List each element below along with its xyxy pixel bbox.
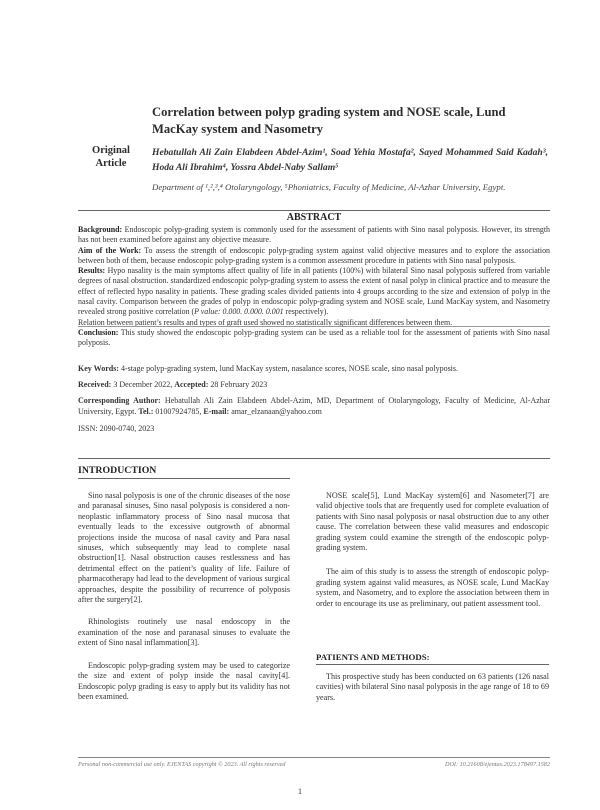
keywords: Key Words: 4-stage polyp-grading system, lund MacKay system, nasalance scores, NOSE scale, sino nasal polyposis. xyxy=(78,364,459,373)
divider xyxy=(78,210,550,211)
footer xyxy=(78,757,550,768)
abstract-conclusion: Conclusion: This study showed the endoscopic polyp-grading system can be used as a reliable tool for the assessment of patients with Sino nasal polyposis. xyxy=(78,327,550,348)
divider xyxy=(78,478,290,479)
issn: ISSN: 2090-0740, 2023 xyxy=(78,424,155,433)
left-column xyxy=(78,491,290,702)
divider xyxy=(316,664,549,665)
abstract-results: Results: Hypo nasality is the main symptoms affect quality of life in all patients (100%) with bilateral Sino nasal polyposis suffered from variable degrees of nasal obstruction. standardized endoscopic polyp-grading system to assess the extent of nasal polyp in clinical practice and to measure the effect of reflected hypo nasality in patients. These grading scales divided patients into 4 groups according to the size and extension of polyp in the nasal cavity. Comparison between the grades of polyp in endoscopic polyp-grading system and NOSE scale, Lund MacKay system, and Nasometry revealed strong positive correlation (P value: 0.000. 0.000. 0.001 respectively). xyxy=(78,266,550,317)
paragraph: Rhinologists routinely use nasal endoscopy in the examination of the nose and paranasal sinuses to evaluate the extent of Sino nasal inflammation[3]. xyxy=(78,617,290,648)
abstract-relation: Relation between patient’s results and types of graft used showed no statistically significant differences between them. xyxy=(78,317,453,327)
paragraph: This prospective study has been conducted on 63 patients (126 nasal cavities) with bilateral Sino nasal polyposis in the age range of 18 to 69 years. xyxy=(316,672,549,702)
email-link[interactable]: amar_elzanaan@yahoo.com xyxy=(229,407,322,416)
patients-methods-text xyxy=(316,672,549,703)
paragraph: Endoscopic polyp-grading system may be used to categorize the size and extent of polyp inside the nasal cavity[4]. Endoscopic polyp grading is easy to apply but its validity has not been examined. xyxy=(78,660,290,701)
dates: Received: 3 December 2022, Accepted: 28 February 2023 xyxy=(78,380,268,389)
department: Department of ¹,²,³,⁴ Otolaryngology, ⁵Phoniatrics, Faculty of Medicine, Al-Azhar University, Egypt. xyxy=(152,182,506,192)
paragraph: The aim of this study is to assess the strength of endoscopic polyp-grading system against valid measures, as NOSE scale, Lund MacKay system, and Nasometry, and to explore the association between them in order to encourage its use as preliminary, out patient assessment tool. xyxy=(316,567,549,608)
footer-doi[interactable]: DOI: 10.21608/ejentas.2023.178497.1582 xyxy=(444,761,550,768)
footer-copyright: Personal non-commercial use only. EJENTAS copyright © 2023. All rights reserved xyxy=(78,761,286,768)
authors: Hebatullah Ali Zain Elabdeen Abdel-Azim¹, Soad Yehia Mostafa², Sayed Mohammed Said Kadah³, Hoda Ali Ibrahim⁴, Yossra Abdel-Naby Sallam⁵ xyxy=(152,147,548,173)
right-column xyxy=(316,491,549,609)
paragraph: Sino nasal polyposis is one of the chronic diseases of the nose and paranasal sinuses, Sino nasal polyposis is considered a non-neoplastic inflammatory process of Sino nasal mucosa that eventually leads to the excessive outgrowth of abnormal projections inside the mucosa of nasal cavity and Para nasal sinuses, which subsequently may lead to complete nasal obstruction[1]. Nasal obstruction causes restlessness and has detrimental effect on the patient’s quality of life. Failure of pharmacotherapy had lead to the development of various surgical approaches, despite the possibility of recurrence of polyposis after the surgery[2]. xyxy=(78,491,290,605)
abstract-heading: ABSTRACT xyxy=(286,212,342,223)
introduction-heading: INTRODUCTION xyxy=(78,465,157,476)
divider xyxy=(78,326,550,327)
abstract-aim: Aim of the Work: To assess the strength of endoscopic polyp-grading system against valid objective measures and to explore the association between both of them, because endoscopic polyp-grading system is a common assessment procedure in patients with Sino nasal polyposis. xyxy=(78,245,550,265)
abstract xyxy=(78,225,550,349)
page-number: 1 xyxy=(298,787,302,796)
abstract-background: Background: Endoscopic polyp-grading system is commonly used for the assessment of patients with Sino nasal polyposis. However, its strength has not been examined before against any objective measure. xyxy=(78,225,550,245)
article-title: Correlation between polyp grading system and NOSE scale, Lund MacKay system and Nasometry xyxy=(152,105,506,136)
paragraph: NOSE scale[5], Lund MacKay system[6] and Nasometer[7] are valid objective tools that are frequently used for complete evaluation of patients with Sino nasal polyposis or nasal obstruction due to any other cause. The correlation between these valid measures and endoscopic grading system could examine the strength of the endoscopic polyp-grading system. xyxy=(316,491,549,553)
corresponding-author: Corresponding Author: Hebatullah Ali Zain Elabdeen Abdel-Azim, MD, Department of Otolaryngology, Faculty of Medicine, Al-Azhar University, Egypt. Tel.: 01007924785, E-mail: amar_elzanaan@yahoo.com xyxy=(78,396,550,416)
divider xyxy=(78,458,550,459)
patients-methods-heading: PATIENTS AND METHODS: xyxy=(316,652,430,662)
article-type: Original Article xyxy=(92,145,130,169)
